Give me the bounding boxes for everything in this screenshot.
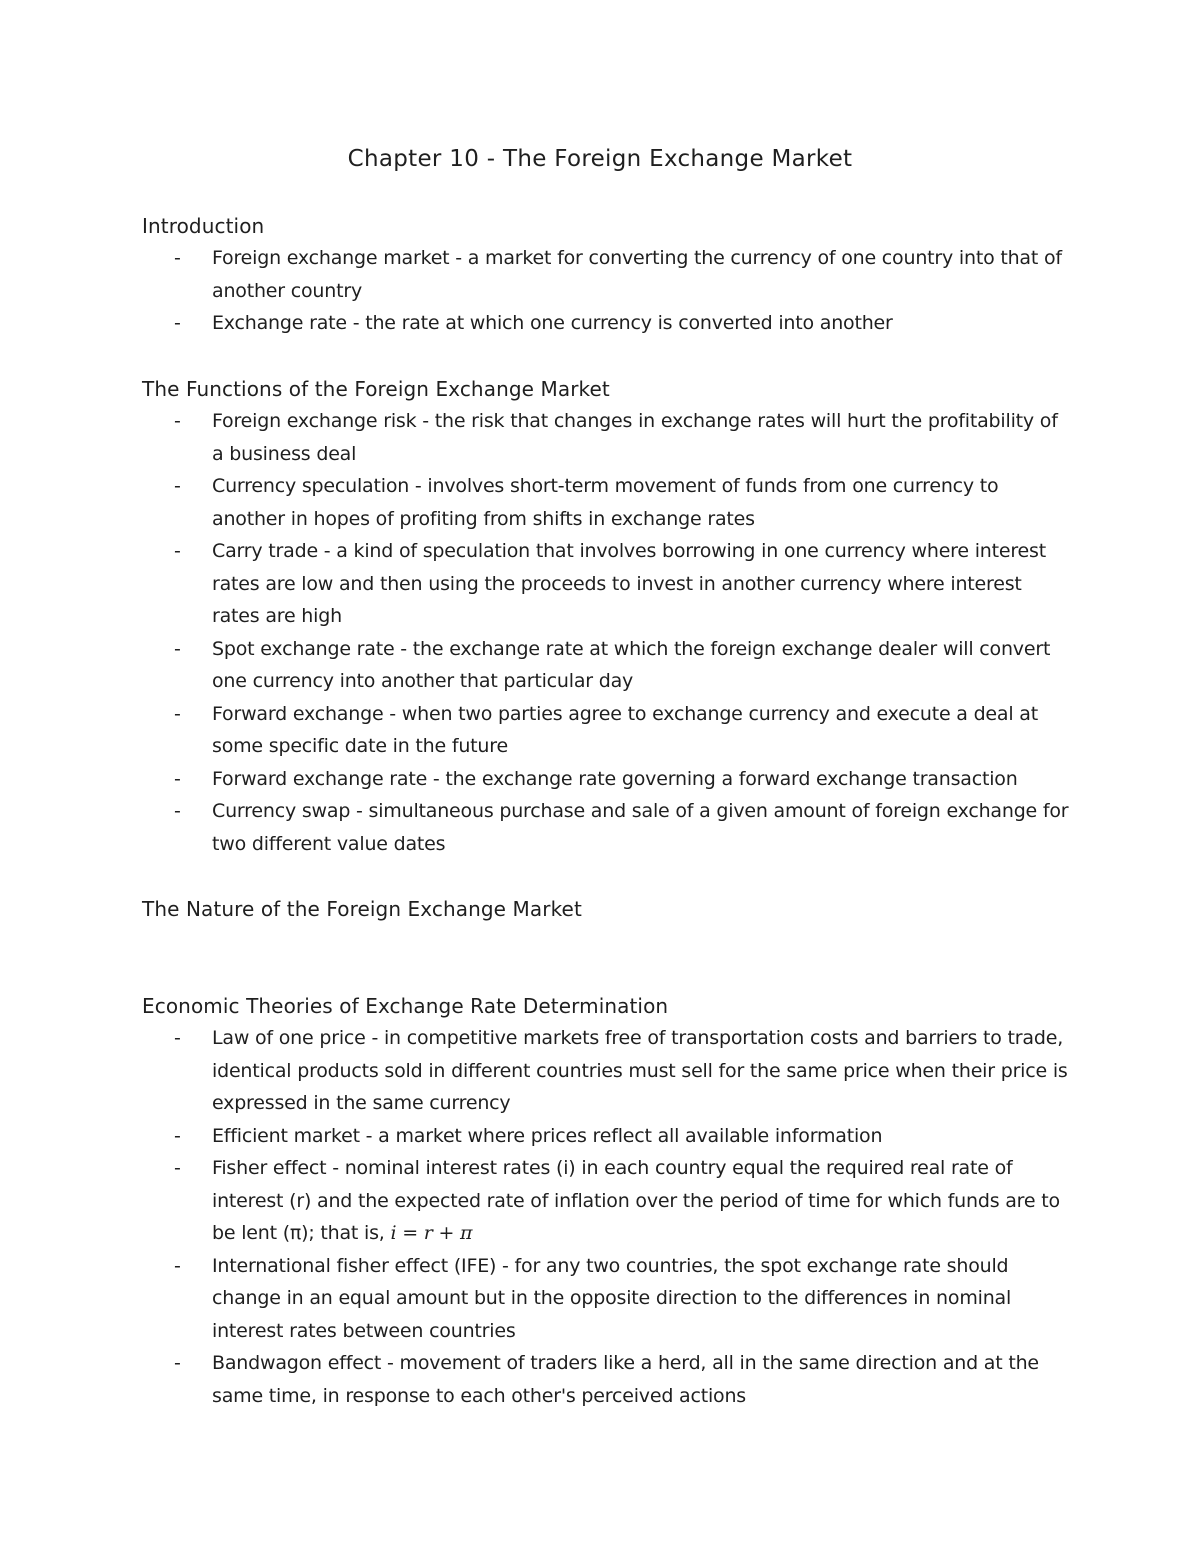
list-item bbox=[142, 470, 1072, 535]
bullet-list bbox=[142, 1022, 1072, 1412]
list-item bbox=[142, 1347, 1072, 1412]
bullet-list bbox=[142, 242, 1072, 340]
dash-bullet: - bbox=[174, 475, 181, 497]
list-item-text: Foreign exchange risk - the risk that changes in exchange rates will hurt the profitability of a business deal bbox=[212, 410, 1058, 465]
list-item-text: Foreign exchange market - a market for converting the currency of one country into that of another country bbox=[212, 247, 1062, 302]
dash-bullet: - bbox=[174, 1254, 181, 1277]
list-item-text: Carry trade - a kind of speculation that involves borrowing in one currency where interest rates are low and then using the proceeds to invest in another currency where interest rates are high bbox=[212, 540, 1046, 627]
dash-bullet: - bbox=[174, 1124, 181, 1147]
dash-bullet: - bbox=[174, 767, 181, 790]
bullet-list bbox=[142, 405, 1072, 860]
section-heading: Introduction bbox=[142, 214, 265, 238]
list-item-text: Law of one price - in competitive markets free of transportation costs and barriers to trade, identical products sold in different countries must sell for the same price when their price is expressed in the same currency bbox=[212, 1027, 1068, 1114]
list-item-text: Forward exchange rate - the exchange rate governing a forward exchange transaction bbox=[212, 767, 1018, 790]
list-item bbox=[142, 1120, 1072, 1153]
list-item bbox=[142, 1152, 1072, 1250]
section-heading: The Nature of the Foreign Exchange Market bbox=[142, 897, 582, 921]
fisher-formula: i = r + π bbox=[390, 1222, 473, 1244]
list-item bbox=[142, 405, 1072, 470]
list-item bbox=[142, 307, 1072, 340]
dash-bullet: - bbox=[174, 637, 181, 660]
list-item-text: Spot exchange rate - the exchange rate at which the foreign exchange dealer will convert one currency into another that particular day bbox=[212, 637, 1051, 692]
dash-bullet: - bbox=[174, 1157, 181, 1179]
list-item bbox=[142, 763, 1072, 796]
list-item bbox=[142, 535, 1072, 633]
list-item bbox=[142, 633, 1072, 698]
dash-bullet: - bbox=[174, 247, 181, 269]
list-item-text: Currency swap - simultaneous purchase and sale of a given amount of foreign exchange for two different value dates bbox=[212, 800, 1069, 855]
list-item-text: Forward exchange - when two parties agree to exchange currency and execute a deal at some specific date in the future bbox=[212, 702, 1038, 757]
list-item-text: Efficient market - a market where prices reflect all available information bbox=[212, 1124, 883, 1147]
dash-bullet: - bbox=[174, 312, 181, 334]
page-title: Chapter 10 - The Foreign Exchange Market bbox=[347, 146, 853, 172]
section-heading: Economic Theories of Exchange Rate Determination bbox=[142, 994, 669, 1018]
dash-bullet: - bbox=[174, 540, 181, 562]
section-economic-theories bbox=[142, 990, 1072, 1412]
list-item-text: Bandwagon effect - movement of traders like a herd, all in the same direction and at the same time, in response to each other's perceived actions bbox=[212, 1352, 1039, 1407]
list-item bbox=[142, 242, 1072, 307]
dash-bullet: - bbox=[174, 702, 181, 725]
list-item bbox=[142, 1022, 1072, 1120]
section-introduction bbox=[142, 210, 1072, 340]
list-item bbox=[142, 795, 1072, 860]
list-item-text: Fisher effect - nominal interest rates (i) in each country equal the required real rate of interest (r) and the expected rate of inflation over the period of time for which funds are to be lent (π); that is, bbox=[212, 1157, 1060, 1244]
dash-bullet: - bbox=[174, 1352, 181, 1374]
section-nature bbox=[142, 893, 1072, 925]
section-heading: The Functions of the Foreign Exchange Market bbox=[142, 377, 610, 401]
list-item-text: Exchange rate - the rate at which one currency is converted into another bbox=[212, 312, 893, 334]
list-item bbox=[142, 1250, 1072, 1348]
dash-bullet: - bbox=[174, 800, 181, 822]
list-item bbox=[142, 698, 1072, 763]
dash-bullet: - bbox=[174, 410, 181, 432]
dash-bullet: - bbox=[174, 1027, 181, 1049]
list-item-text: Currency speculation - involves short-term movement of funds from one currency to another in hopes of profiting from shifts in exchange rates bbox=[212, 475, 999, 530]
section-functions bbox=[142, 373, 1072, 860]
list-item-text: International fisher effect (IFE) - for any two countries, the spot exchange rate should change in an equal amount but in the opposite direction to the differences in nominal interest rates between countries bbox=[212, 1254, 1012, 1342]
